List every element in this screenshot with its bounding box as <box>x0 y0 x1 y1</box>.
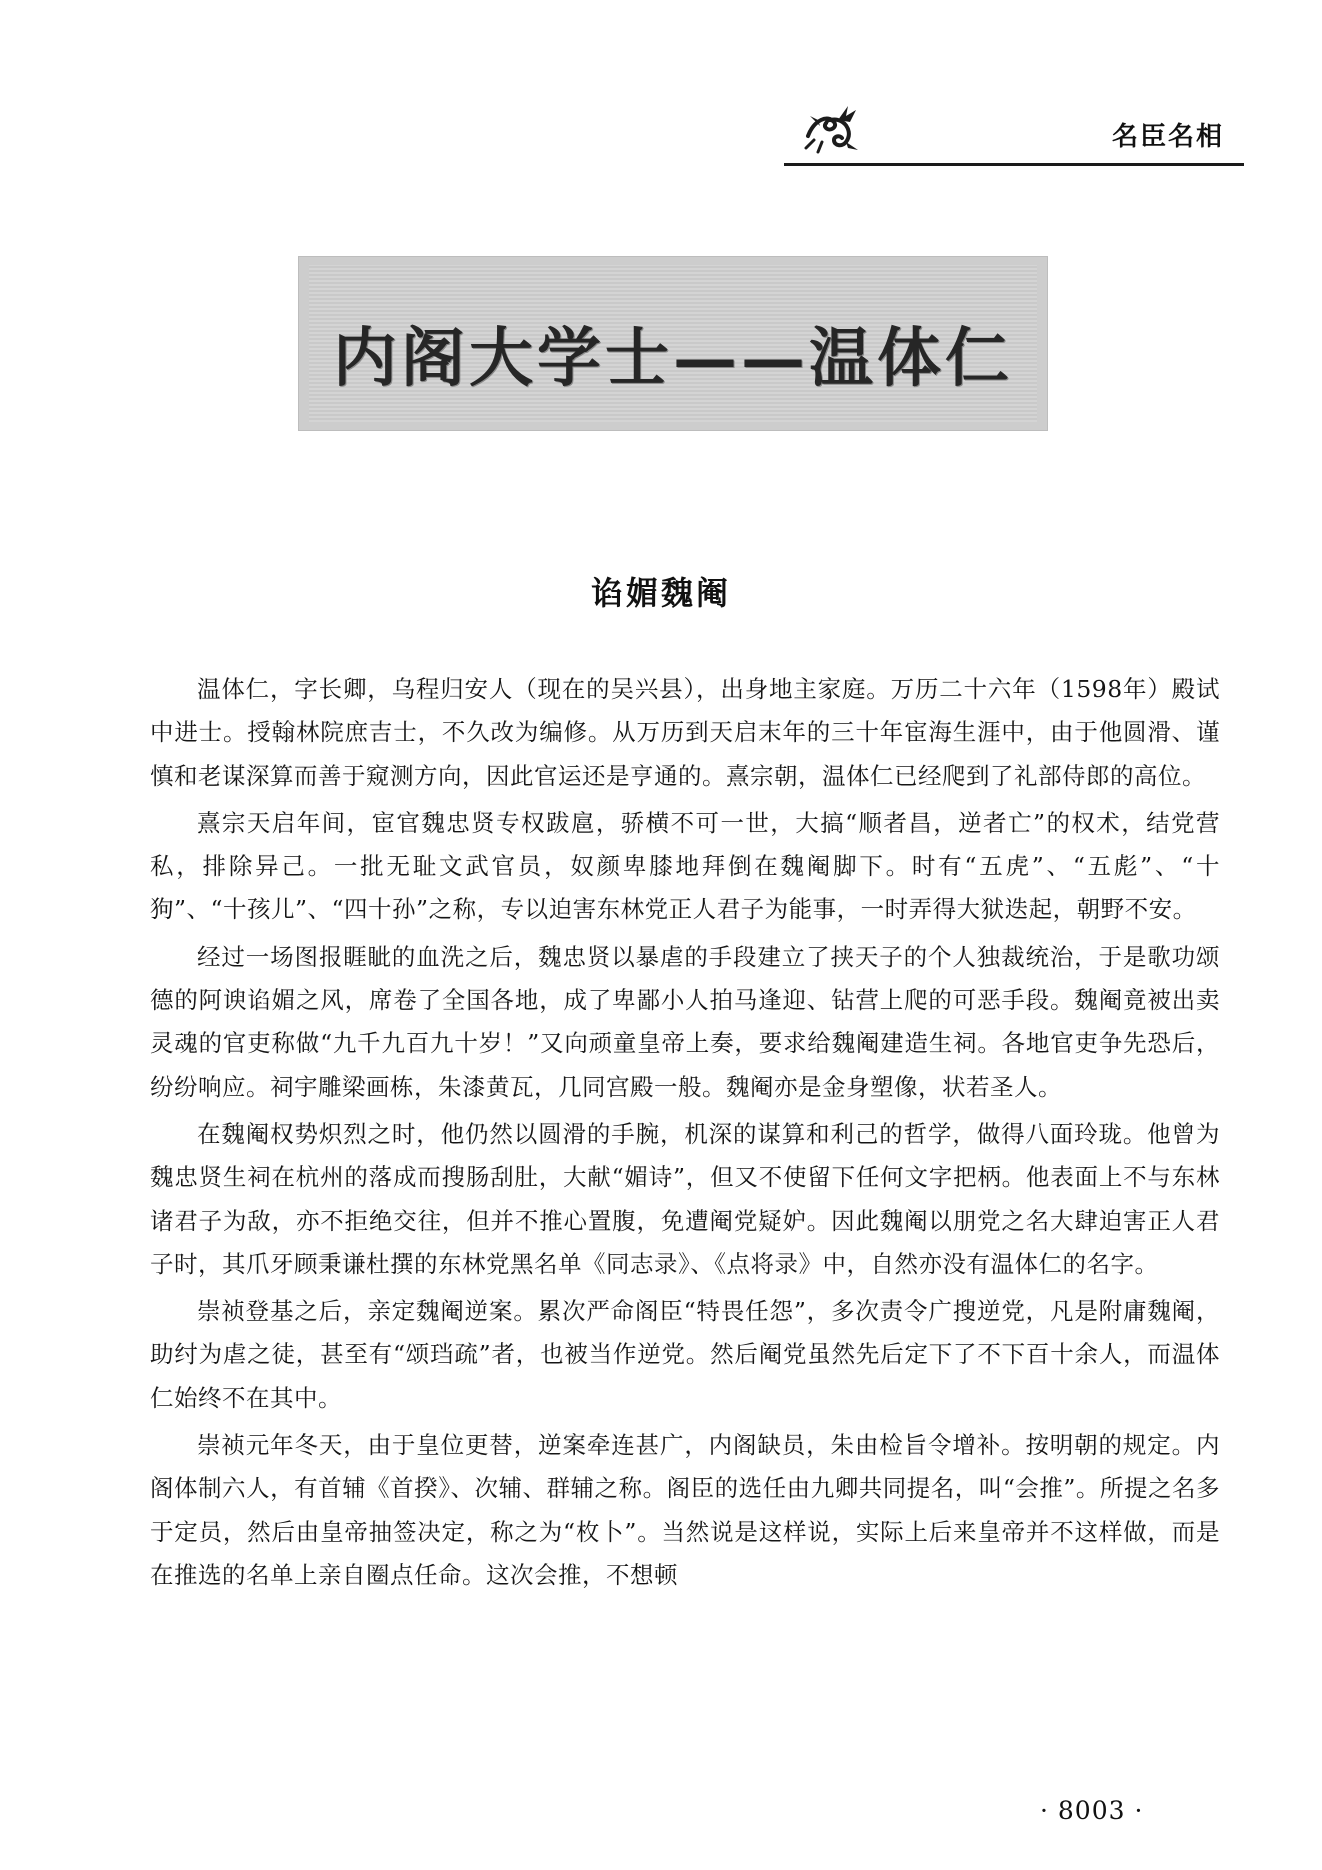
paragraph: 温体仁，字长卿，乌程归安人（现在的吴兴县），出身地主家庭。万历二十六年（1598年）殿试中进士。授翰林院庶吉士，不久改为编修。从万历到天启末年的三十年宦海生涯中，由于他圆滑、谨慎和老谋深算而善于窥测方向，因此官运还是亨通的。熹宗朝，温体仁已经爬到了礼部侍郎的高位。 <box>150 675 1220 790</box>
header-rule <box>784 163 1244 166</box>
page-number: · 8003 · <box>1040 1796 1144 1825</box>
running-header <box>784 96 1244 166</box>
section-heading: 谄媚魏阉 <box>590 574 731 612</box>
dragon-emblem-icon <box>800 96 866 156</box>
paragraph: 熹宗天启年间，宦官魏忠贤专权跋扈，骄横不可一世，大搞“顺者昌，逆者亡”的权术，结党营私，排除异己。一批无耻文武官员，奴颜卑膝地拜倒在魏阉脚下。时有“五虎”、“五彪”、“十狗”、“十孩儿”、“四十孙”之称，专以迫害东林党正人君子为能事，一时弄得大狱迭起，朝野不安。 <box>150 808 1220 924</box>
article-body <box>150 668 1220 1601</box>
paragraph: 崇祯元年冬天，由于皇位更替，逆案牵连甚广，内阁缺员，朱由检旨令增补。按明朝的规定。内阁体制六人，有首辅《首揆》、次辅、群辅之称。阁臣的选任由九卿共同提名，叫“会推”。所提之名多于定员，然后由皇帝抽签决定，称之为“枚卜”。当然说是这样说，实际上后来皇帝并不这样做，而是在推选的名单上亲自圈点任命。这次会推，不想顿 <box>150 1431 1220 1589</box>
article-title: 内阁大学士——温体仁 <box>333 321 1013 396</box>
title-banner <box>298 256 1048 431</box>
paragraph: 崇祯登基之后，亲定魏阉逆案。累次严命阁臣“特畏任怨”，多次责令广搜逆党，凡是附庸魏阉，助纣为虐之徒，甚至有“颂珰疏”者，也被当作逆党。然后阉党虽然先后定下了不下百十余人，而温体仁始终不在其中。 <box>150 1297 1220 1412</box>
paragraph: 经过一场图报睚眦的血洗之后，魏忠贤以暴虐的手段建立了挟天子的个人独裁统治，于是歌功颂德的阿谀谄媚之风，席卷了全国各地，成了卑鄙小人拍马逢迎、钻营上爬的可恶手段。魏阉竟被出卖灵魂的官吏称做“九千九百九十岁！”又向顽童皇帝上奏，要求给魏阉建造生祠。各地官吏争先恐后，纷纷响应。祠宇雕梁画栋，朱漆黄瓦，几同宫殿一般。魏阉亦是金身塑像，状若圣人。 <box>150 942 1220 1101</box>
section-title: 名臣名相 <box>1111 122 1224 152</box>
paragraph: 在魏阉权势炽烈之时，他仍然以圆滑的手腕，机深的谋算和利己的哲学，做得八面玲珑。他曾为魏忠贤生祠在杭州的落成而搜肠刮肚，大献“媚诗”，但又不使留下任何文字把柄。他表面上不与东林诸君子为敌，亦不拒绝交往，但并不推心置腹，免遭阉党疑妒。因此魏阉以朋党之名大肆迫害正人君子时，其爪牙顾秉谦杜撰的东林党黑名单《同志录》、《点将录》中，自然亦没有温体仁的名字。 <box>150 1119 1220 1278</box>
